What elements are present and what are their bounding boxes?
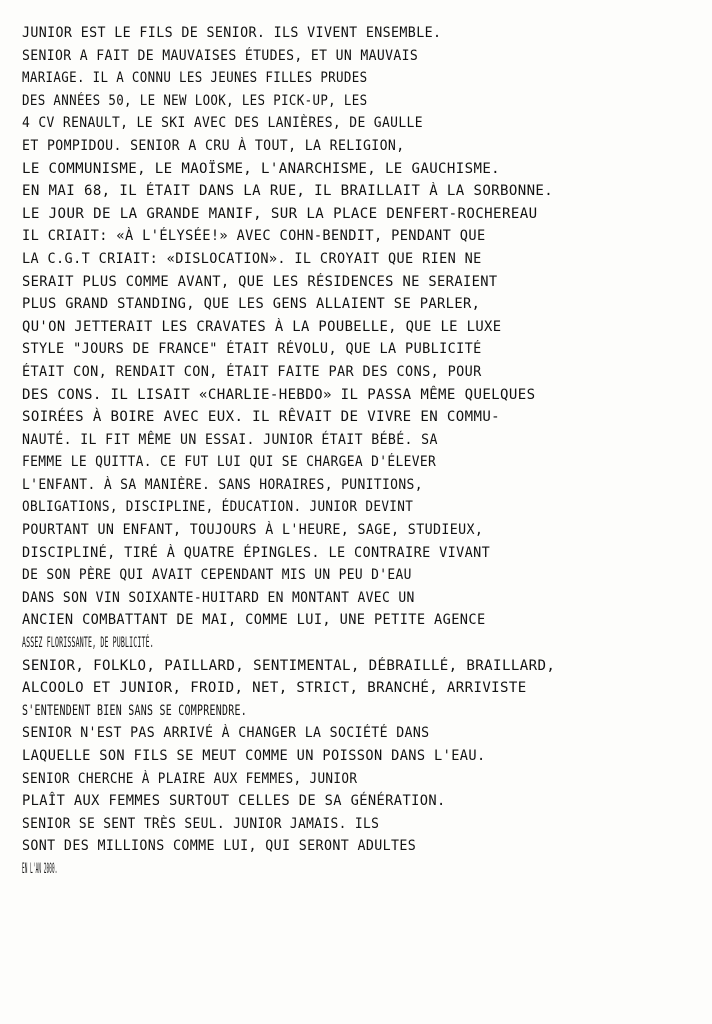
text-line: FEMME LE QUITTA. CE FUT LUI QUI SE CHARGEA D'ÉLEVER: [22, 454, 437, 471]
text-line: STYLE "JOURS DE FRANCE" ÉTAIT RÉVOLU, QUE LA PUBLICITÉ: [22, 341, 482, 358]
text-line: SENIOR CHERCHE À PLAIRE AUX FEMMES, JUNIOR: [22, 770, 358, 787]
text-line: LE JOUR DE LA GRANDE MANIF, SUR LA PLACE DENFERT-ROCHEREAU: [22, 205, 538, 222]
text-line: PLAÎT AUX FEMMES SURTOUT CELLES DE SA GÉNÉRATION.: [22, 793, 446, 810]
text-line: JUNIOR EST LE FILS DE SENIOR. ILS VIVENT ENSEMBLE.: [22, 25, 442, 41]
text-line: 4 CV RENAULT, LE SKI AVEC DES LANIÈRES, DE GAULLE: [22, 115, 423, 132]
text-line: SONT DES MILLIONS COMME LUI, QUI SERONT ADULTES: [22, 838, 417, 855]
text-line: QU'ON JETTERAIT LES CRAVATES À LA POUBELLE, QUE LE LUXE: [22, 318, 502, 335]
text-line: ASSEZ FLORISSANTE, DE PUBLICITÉ.: [22, 635, 154, 652]
text-line: POURTANT UN ENFANT, TOUJOURS À L'HEURE, SAGE, STUDIEUX,: [22, 522, 484, 539]
text-line: DES CONS. IL LISAIT «CHARLIE-HEBDO» IL PASSA MÊME QUELQUES: [22, 386, 536, 403]
text-line: SENIOR N'EST PAS ARRIVÉ À CHANGER LA SOCIÉTÉ DANS: [22, 725, 430, 742]
text-line: ÉTAIT CON, RENDAIT CON, ÉTAIT FAITE PAR DES CONS, POUR: [22, 363, 482, 380]
text-line: OBLIGATIONS, DISCIPLINE, ÉDUCATION. JUNIOR DEVINT: [22, 499, 414, 516]
handwritten-text: [22, 22, 694, 881]
text-line: SENIOR A FAIT DE MAUVAISES ÉTUDES, ET UN MAUVAIS: [22, 47, 419, 64]
text-line: LA C.G.T CRIAIT: «DISLOCATION». IL CROYAIT QUE RIEN NE: [22, 250, 482, 267]
text-line: SENIOR SE SENT TRÈS SEUL. JUNIOR JAMAIS. ILS: [22, 815, 380, 832]
text-line: MARIAGE. IL A CONNU LES JEUNES FILLES PRUDES: [22, 70, 368, 87]
text-line: EN L'AN 2000.: [22, 860, 58, 877]
text-line: IL CRIAIT: «À L'ÉLYSÉE!» AVEC COHN-BENDIT, PENDANT QUE: [22, 228, 486, 245]
text-line: EN MAI 68, IL ÉTAIT DANS LA RUE, IL BRAILLAIT À LA SORBONNE.: [22, 183, 554, 200]
text-line: SERAIT PLUS COMME AVANT, QUE LES RÉSIDENCES NE SERAIENT: [22, 273, 498, 290]
text-line: DISCIPLINÉ, TIRÉ À QUATRE ÉPINGLES. LE CONTRAIRE VIVANT: [22, 544, 491, 561]
text-line: DANS SON VIN SOIXANTE-HUITARD EN MONTANT AVEC UN: [22, 589, 415, 606]
text-line: ET POMPIDOU. SENIOR A CRU À TOUT, LA RELIGION,: [22, 137, 405, 154]
text-line: PLUS GRAND STANDING, QUE LES GENS ALLAIENT SE PARLER,: [22, 296, 481, 313]
text-line: LAQUELLE SON FILS SE MEUT COMME UN POISSON DANS L'EAU.: [22, 748, 486, 764]
text-line: LE COMMUNISME, LE MAOÏSME, L'ANARCHISME, LE GAUCHISME.: [22, 160, 501, 177]
text-line: SENIOR, FOLKLO, PAILLARD, SENTIMENTAL, DÉBRAILLÉ, BRAILLARD,: [22, 657, 556, 674]
text-line: SOIRÉES À BOIRE AVEC EUX. IL RÊVAIT DE VIVRE EN COMMU-: [22, 409, 501, 426]
text-line: ALCOOLO ET JUNIOR, FROID, NET, STRICT, BRANCHÉ, ARRIVISTE: [22, 680, 527, 697]
text-line: NAUTÉ. IL FIT MÊME UN ESSAI. JUNIOR ÉTAIT BÉBÉ. SA: [22, 431, 438, 448]
text-line: L'ENFANT. À SA MANIÈRE. SANS HORAIRES, PUNITIONS,: [22, 476, 423, 493]
text-line: DES ANNÉES 50, LE NEW LOOK, LES PICK-UP, LES: [22, 92, 368, 109]
text-line: ANCIEN COMBATTANT DE MAI, COMME LUI, UNE PETITE AGENCE: [22, 612, 486, 629]
text-line: S'ENTENDENT BIEN SANS SE COMPRENDRE.: [22, 702, 248, 719]
text-line: DE SON PÈRE QUI AVAIT CEPENDANT MIS UN PEU D'EAU: [22, 567, 412, 584]
